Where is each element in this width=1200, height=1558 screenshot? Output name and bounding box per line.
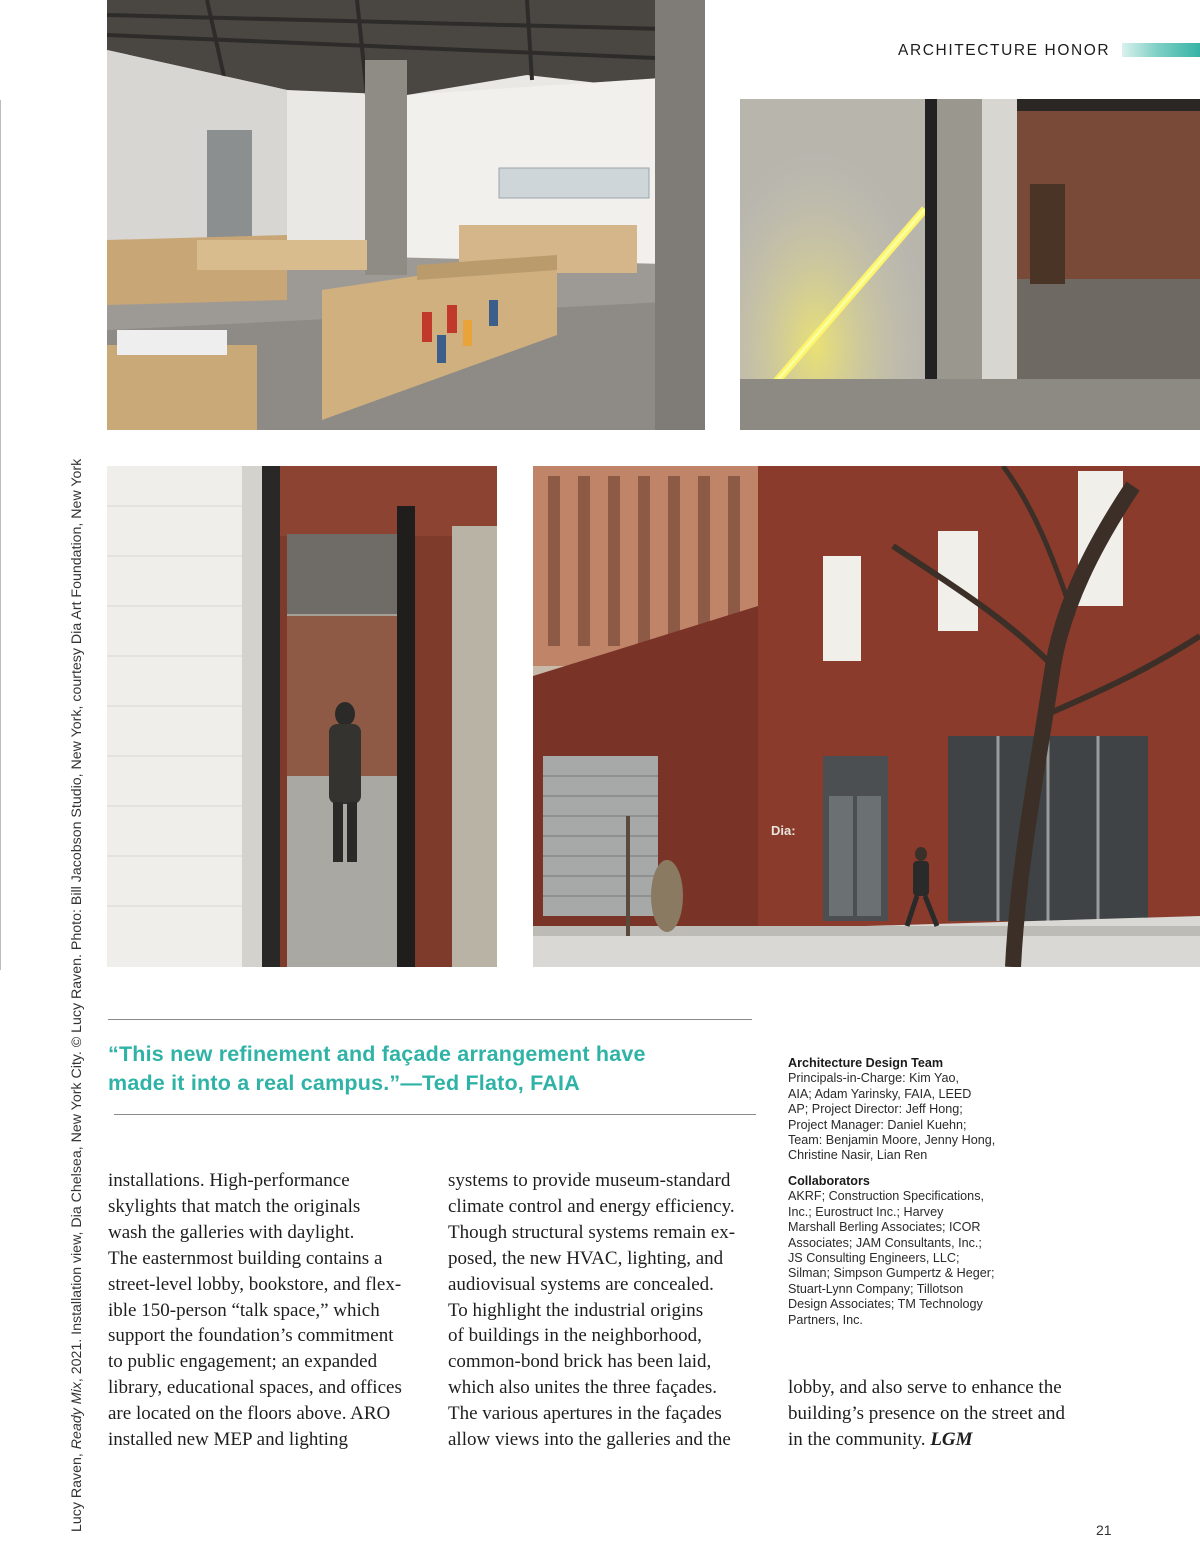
body-line: ible 150-person “talk space,” which	[108, 1299, 380, 1321]
credit-line: JS Consulting Engineers, LLC;	[788, 1251, 960, 1266]
pull-quote-line: “This new refinement and façade arrangement have	[108, 1042, 646, 1066]
body-line: audiovisual systems are concealed.	[448, 1273, 714, 1295]
body-line: common-bond brick has been laid,	[448, 1351, 712, 1373]
dia-sign: Dia:	[771, 823, 796, 838]
pull-quote	[108, 1040, 758, 1098]
body-column-2	[448, 1168, 768, 1453]
body-line: The easternmost building contains a	[108, 1247, 383, 1269]
credit-line: Marshall Berling Associates; ICOR	[788, 1220, 981, 1235]
body-line: allow views into the galleries and the	[448, 1429, 731, 1451]
body-line: which also unites the three façades.	[448, 1377, 718, 1399]
credit-prefix: Lucy Raven,	[69, 1449, 85, 1532]
credit-rest: , 2021. Installation view, Dia Chelsea, New York City. © Lucy Raven. Photo: Bill Jacobson Studio, New York, courtesy Dia Art Foundation, New York	[69, 458, 85, 1383]
credit-rule	[0, 100, 1, 970]
street-facade-photo	[533, 466, 1200, 967]
design-team-credits	[788, 1056, 1048, 1164]
credit-line: Christine Nasir, Lian Ren	[788, 1148, 928, 1163]
credit-line: Principals-in-Charge: Kim Yao,	[788, 1071, 960, 1086]
credit-line: Project Manager: Daniel Kuehn;	[788, 1117, 967, 1132]
body-column-1	[108, 1168, 438, 1453]
body-line: installed new MEP and lighting	[108, 1429, 348, 1451]
body-line	[788, 1427, 1108, 1453]
section-accent-bar	[1122, 43, 1200, 57]
section-label: ARCHITECTURE HONOR	[898, 42, 1111, 59]
photo-credit	[70, 282, 84, 1532]
body-line: of buildings in the neighborhood,	[448, 1325, 702, 1347]
pull-quote-rule-top	[108, 1019, 752, 1020]
author-signature: LGM	[930, 1428, 973, 1450]
body-line: posed, the new HVAC, lighting, and	[448, 1247, 724, 1269]
body-line: building’s presence on the street and	[788, 1402, 1066, 1424]
body-line: street-level lobby, bookstore, and flex-	[108, 1273, 402, 1295]
page-number: 21	[1096, 1522, 1112, 1538]
body-line: skylights that match the originals	[108, 1195, 361, 1217]
body-line: wash the galleries with daylight.	[108, 1221, 355, 1243]
body-column-3	[788, 1375, 1108, 1453]
credit-work-title: Ready Mix	[69, 1382, 85, 1450]
pull-quote-rule-bottom	[114, 1114, 756, 1115]
credit-line: Team: Benjamin Moore, Jenny Hong,	[788, 1133, 996, 1148]
body-line: To highlight the industrial origins	[448, 1299, 704, 1321]
body-line: climate control and energy efficiency.	[448, 1195, 735, 1217]
body-line: systems to provide museum-standard	[448, 1170, 731, 1191]
body-line: installations. High-performance	[108, 1170, 350, 1191]
credit-line: Design Associates; TM Technology	[788, 1297, 983, 1312]
credit-line: Stuart-Lynn Company; Tillotson	[788, 1281, 964, 1296]
pull-quote-line: made it into a real campus.”—Ted Flato, FAIA	[108, 1071, 580, 1095]
body-line: library, educational spaces, and offices	[108, 1377, 402, 1399]
body-line: The various apertures in the façades	[448, 1403, 722, 1425]
credit-line: Inc.; Eurostruct Inc.; Harvey	[788, 1204, 944, 1219]
credit-line: Partners, Inc.	[788, 1312, 863, 1327]
design-team-heading: Architecture Design Team	[788, 1056, 944, 1070]
body-line: Though structural systems remain ex-	[448, 1221, 736, 1243]
credit-line: Silman; Simpson Gumpertz & Heger;	[788, 1266, 995, 1281]
credit-line: AKRF; Construction Specifications,	[788, 1189, 984, 1204]
body-line: support the foundation’s commitment	[108, 1325, 394, 1347]
body-line: lobby, and also serve to enhance the	[788, 1377, 1062, 1398]
collaborators-credits	[788, 1174, 1048, 1328]
bookstore-interior-photo	[107, 0, 705, 430]
neon-doorway-photo	[740, 99, 1200, 430]
doorway-figure-photo	[107, 466, 497, 967]
body-line: to public engagement; an expanded	[108, 1351, 378, 1373]
credit-line: AIA; Adam Yarinsky, FAIA, LEED	[788, 1086, 972, 1101]
credit-line: AP; Project Director: Jeff Hong;	[788, 1102, 963, 1117]
collaborators-heading: Collaborators	[788, 1174, 870, 1188]
credit-line: Associates; JAM Consultants, Inc.;	[788, 1235, 982, 1250]
body-line: are located on the floors above. ARO	[108, 1403, 391, 1425]
body-line-text: in the community.	[788, 1428, 931, 1450]
